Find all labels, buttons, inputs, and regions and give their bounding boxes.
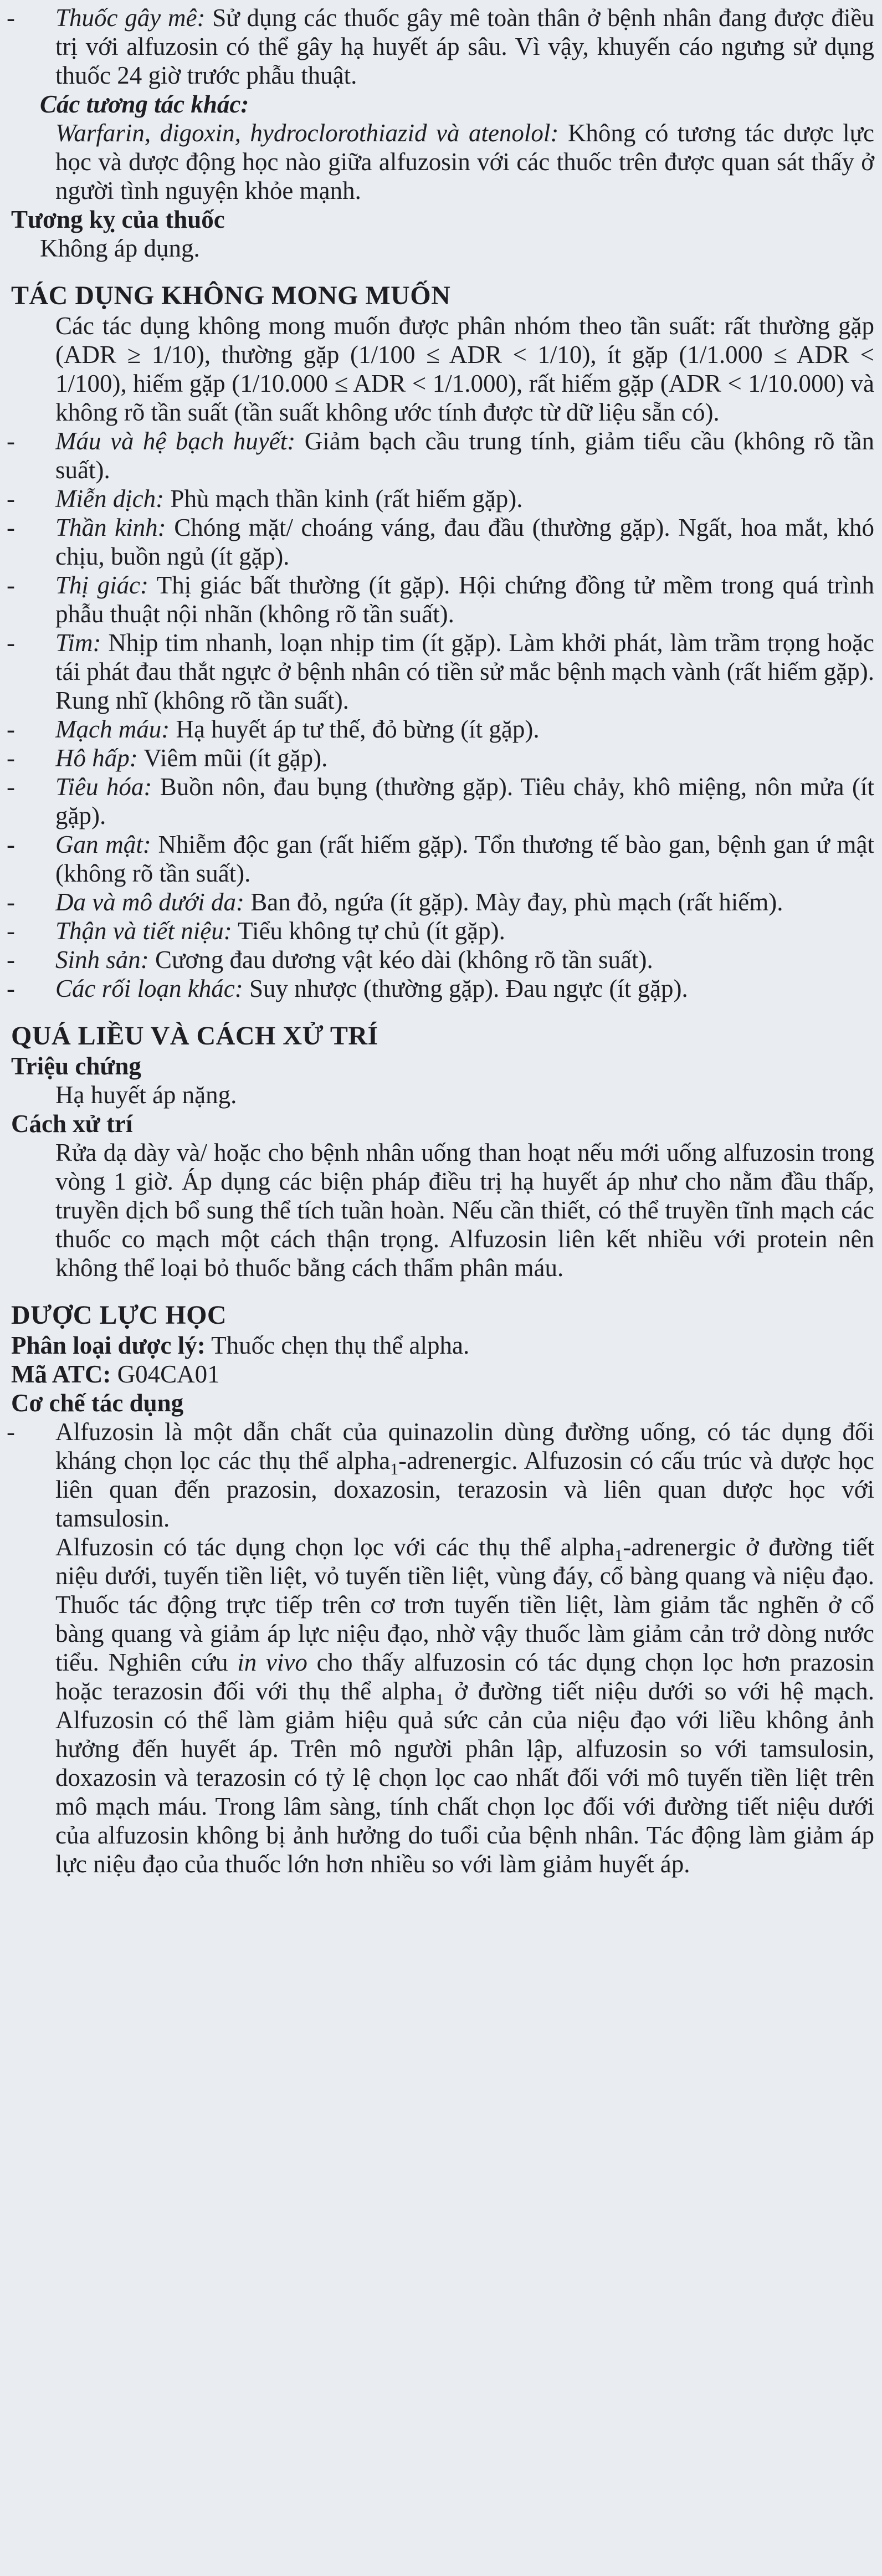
subscript: 1	[435, 1691, 444, 1709]
item-text: Nhịp tim nhanh, loạn nhịp tim (ít gặp). Làm khởi phát, làm trầm trọng hoặc tái phát đau thắt ngực ở bệnh nhân có tiền sử mắc bệnh mạch vành (rất hiếm gặp). Rung nhĩ (không rõ tần suất).	[55, 629, 874, 714]
item-lead: Gan mật:	[55, 831, 151, 858]
item-text: Không có tương tác dược lực học và dược động học nào giữa alfuzosin với các thuốc trên được quan sát thấy ở người tình nguyện khỏe mạnh.	[55, 119, 874, 204]
pharmacodynamics-heading: DƯỢC LỰC HỌC	[11, 1300, 227, 1330]
mech-text: -adrenergic ở đường tiết niệu dưới, tuyến tiền liệt, vỏ tuyến tiền liệt, vùng đáy, cổ bàng quang và niệu đạo. Thuốc tác động trực tiếp trên cơ trơn tuyến tiền liệt, làm giảm tắc nghẽn ở cổ bàng quang và giảm áp lực niệu đạo, nhờ vậy thuốc làm giảm cản trở dòng nước tiểu. Nghiên cứu	[55, 1533, 874, 1676]
adr-item-nervous	[0, 513, 882, 571]
mechanism-heading: Cơ chế tác dụng	[11, 1389, 184, 1417]
mech-text: ở đường tiết niệu dưới so với hệ mạch. Alfuzosin có thể làm giảm hiệu quả sức cản của niệu đạo với liều không ảnh hưởng đến huyết áp. Trên mô người phân lập, alfuzosin so với tamsulosin, doxazosin và terazosin có tỷ lệ chọn lọc cao nhất đối với mô tuyến tiền liệt trên mô mạch máu. Trong lâm sàng, tính chất chọn lọc đối với đường tiết niệu dưới của alfuzosin không bị ảnh hưởng do tuổi của bệnh nhân. Tác động làm giảm áp lực niệu đạo của thuốc lớn hơn nhiều so với làm giảm huyết áp.	[55, 1677, 874, 1878]
adr-item-vascular	[0, 715, 882, 744]
mechanism-paragraph-2	[0, 1533, 882, 1878]
adr-item-blood	[0, 427, 882, 484]
bullet-dash: -	[7, 831, 15, 858]
other-interactions-paragraph	[0, 119, 882, 205]
treatment-heading: Cách xử trí	[11, 1110, 133, 1138]
atc-value: G04CA01	[111, 1360, 220, 1388]
item-lead: Máu và hệ bạch huyết:	[55, 427, 296, 455]
mech-text: Alfuzosin có tác dụng chọn lọc với các thụ thể alpha	[55, 1533, 615, 1561]
item-lead: Thần kinh:	[55, 514, 166, 541]
symptoms-heading: Triệu chứng	[11, 1052, 141, 1080]
subscript: 1	[614, 1546, 623, 1565]
item-text: Ban đỏ, ngứa (ít gặp). Mày đay, phù mạch (rất hiếm).	[244, 888, 783, 916]
bullet-dash: -	[7, 975, 15, 1002]
item-text: Giảm bạch cầu trung tính, giảm tiểu cầu (không rõ tần suất).	[55, 427, 874, 484]
item-text: Buồn nôn, đau bụng (thường gặp). Tiêu chảy, khô miệng, nôn mửa (ít gặp).	[55, 773, 874, 829]
adr-item-skin	[0, 888, 882, 916]
atc-code	[0, 1360, 882, 1389]
item-lead: Warfarin, digoxin, hydroclorothiazid và atenolol:	[55, 119, 559, 147]
adr-item-hepatic	[0, 830, 882, 888]
item-lead: Da và mô dưới da:	[55, 888, 245, 916]
bullet-dash: -	[7, 514, 15, 541]
item-text: Sử dụng các thuốc gây mê toàn thân ở bệnh nhân đang được điều trị với alfuzosin có thể gây hạ huyết áp sâu. Vì vậy, khuyến cáo ngưng sử dụng thuốc 24 giờ trước phẫu thuật.	[55, 4, 874, 89]
mech-text: Alfuzosin là một dẫn chất của quinazolin dùng đường uống, có tác dụng đối kháng chọn lọc các thụ thể alpha	[55, 1418, 874, 1474]
mechanism-paragraph-1	[0, 1417, 882, 1533]
overdose-heading: QUÁ LIỀU VÀ CÁCH XỬ TRÍ	[11, 1021, 378, 1051]
item-lead: Tim:	[55, 629, 101, 657]
class-value: Thuốc chẹn thụ thể alpha.	[205, 1331, 470, 1359]
adr-item-respiratory	[0, 744, 882, 772]
item-text: Viêm mũi (ít gặp).	[137, 744, 328, 772]
symptoms-text: Hạ huyết áp nặng.	[55, 1081, 237, 1109]
adr-intro: Các tác dụng không mong muốn được phân nhóm theo tần suất: rất thường gặp (ADR ≥ 1/10), thường gặp (1/100 ≤ ADR < 1/10), ít gặp (1/1.000 ≤ ADR < 1/100), hiếm gặp (1/10.000 ≤ ADR < 1/1.000), rất hiếm gặp (ADR < 1/10.000) và không rõ tần suất (tần suất không ước tính được từ dữ liệu sẵn có).	[55, 312, 874, 426]
bullet-dash: -	[7, 4, 15, 32]
atc-label: Mã ATC:	[11, 1360, 111, 1388]
bullet-dash: -	[7, 1418, 15, 1446]
adr-item-gastro	[0, 772, 882, 830]
bullet-dash: -	[7, 629, 15, 657]
item-lead: Tiêu hóa:	[55, 773, 152, 801]
adr-item-reproductive	[0, 945, 882, 974]
bullet-dash: -	[7, 715, 15, 743]
adr-item-other	[0, 974, 882, 1003]
item-text: Suy nhược (thường gặp). Đau ngực (ít gặp).	[243, 975, 688, 1002]
item-lead: Mạch máu:	[55, 715, 170, 743]
item-lead: Sinh sản:	[55, 946, 149, 974]
adr-item-heart	[0, 628, 882, 715]
adr-list	[0, 427, 882, 1003]
item-text: Nhiễm độc gan (rất hiếm gặp). Tổn thương tế bào gan, bệnh gan ứ mật (không rõ tần suất).	[55, 831, 875, 887]
adr-item-renal	[0, 916, 882, 945]
pharmacologic-class	[0, 1331, 882, 1360]
item-text: Thị giác bất thường (ít gặp). Hội chứng đồng tử mềm trong quá trình phẫu thuật nội nhãn (không rõ tần suất).	[55, 571, 874, 628]
mech-text: cho thấy alfuzosin có tác dụng chọn lọc hơn prazosin hoặc terazosin đối với thụ thể alpha	[55, 1648, 874, 1705]
item-lead: Thận và tiết niệu:	[55, 917, 232, 945]
item-text: Tiểu không tự chủ (ít gặp).	[232, 917, 505, 945]
other-interactions-heading: Các tương tác khác:	[40, 90, 249, 118]
adr-item-vision	[0, 571, 882, 628]
item-lead: Miễn dịch:	[55, 485, 165, 513]
bullet-dash: -	[7, 917, 15, 945]
item-lead: Thuốc gây mê:	[55, 4, 206, 32]
mech-text: -adrenergic. Alfuzosin có cấu trúc và dược học liên quan đến prazosin, doxazosin, terazosin và liên quan dược học với tamsulosin.	[55, 1447, 874, 1532]
item-text: Phù mạch thần kinh (rất hiếm gặp).	[164, 485, 523, 513]
bullet-dash: -	[7, 427, 15, 455]
item-text: Hạ huyết áp tư thế, đỏ bừng (ít gặp).	[170, 715, 540, 743]
bullet-dash: -	[7, 571, 15, 599]
bullet-dash: -	[7, 773, 15, 801]
item-lead: Các rối loạn khác:	[55, 975, 243, 1002]
item-lead: Hô hấp:	[55, 744, 138, 772]
adr-heading: TÁC DỤNG KHÔNG MONG MUỐN	[11, 281, 451, 310]
incompatibility-text: Không áp dụng.	[40, 234, 200, 262]
treatment-text: Rửa dạ dày và/ hoặc cho bệnh nhân uống than hoạt nếu mới uống alfuzosin trong vòng 1 giờ. Áp dụng các biện pháp điều trị hạ huyết áp như cho nằm đầu thấp, truyền dịch bổ sung thể tích tuần hoàn. Nếu cần thiết, có thể truyền tĩnh mạch các thuốc co mạch một cách thận trọng. Alfuzosin liên kết nhiều với protein nên không thể loại bỏ thuốc bằng cách thẩm phân máu.	[55, 1139, 874, 1282]
subscript: 1	[390, 1460, 399, 1478]
bullet-dash: -	[7, 485, 15, 513]
item-text: Chóng mặt/ choáng váng, đau đầu (thường gặp). Ngất, hoa mắt, khó chịu, buồn ngủ (ít gặp).	[55, 514, 874, 570]
in-vivo-term: in vivo	[237, 1648, 307, 1676]
class-label: Phân loại dược lý:	[11, 1331, 206, 1359]
adr-item-immune	[0, 484, 882, 513]
incompatibility-heading: Tương kỵ của thuốc	[11, 206, 225, 233]
anesthetic-paragraph	[0, 3, 882, 90]
bullet-dash: -	[7, 744, 15, 772]
bullet-dash: -	[7, 946, 15, 974]
item-lead: Thị giác:	[55, 571, 149, 599]
bullet-dash: -	[7, 888, 15, 916]
item-text: Cương đau dương vật kéo dài (không rõ tần suất).	[148, 946, 653, 974]
